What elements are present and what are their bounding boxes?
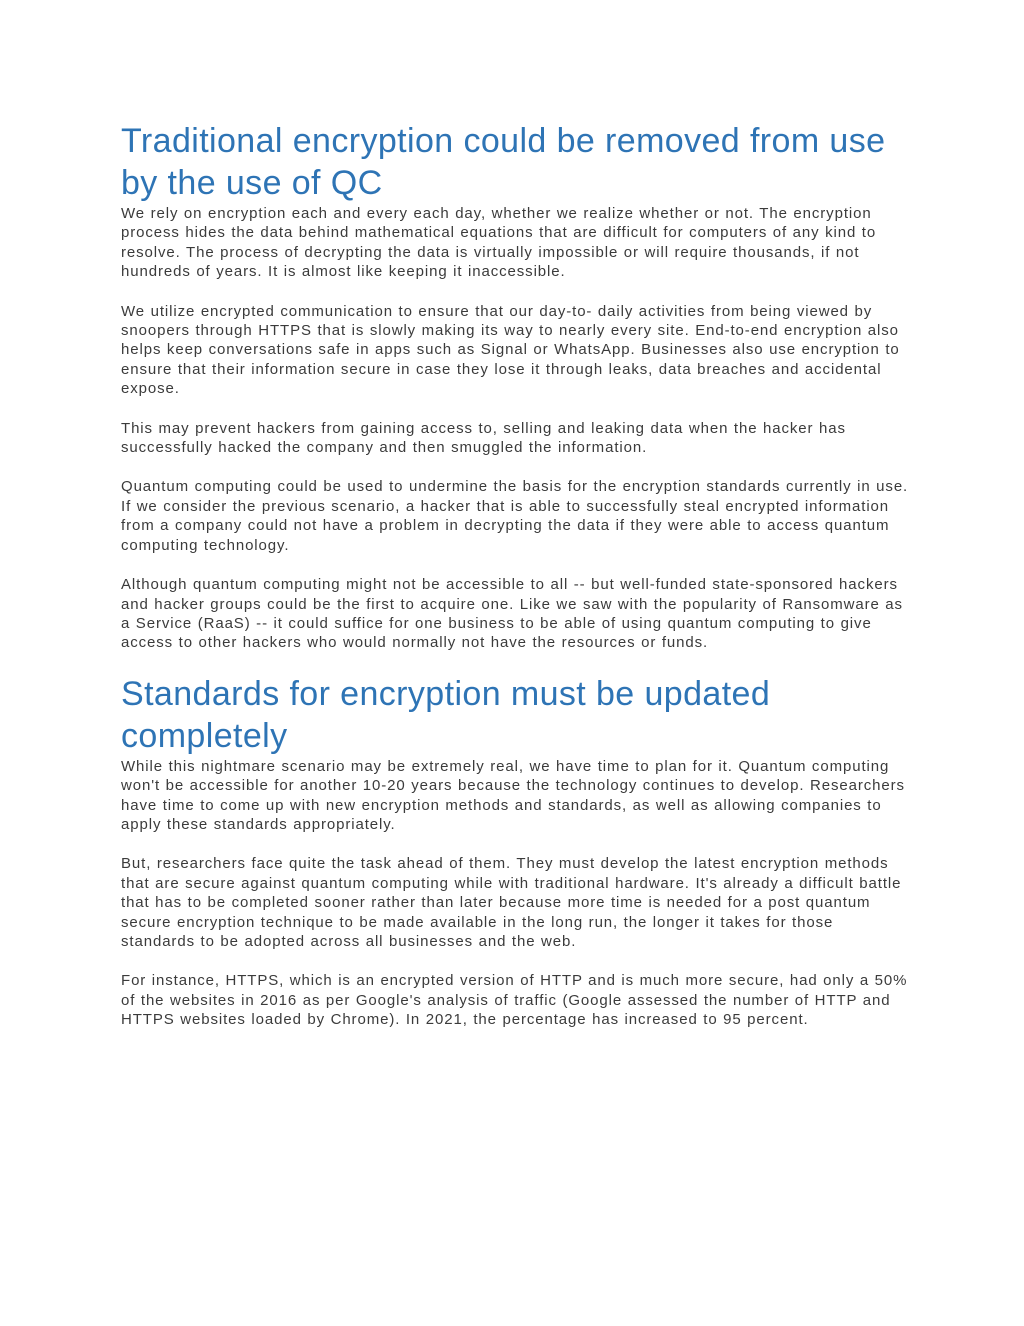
paragraph-time-to-plan: While this nightmare scenario may be extremely real, we have time to plan for it. Quantum computing won't be accessible for another 10-20 years because the technology continues to develop. Researchers have time to come up with new encryption methods and standards, as well as allowing companies to apply these standards appropriately. (121, 757, 905, 833)
document-content (121, 120, 911, 1050)
section-heading-standards-update: Standards for encryption must be updated completely (121, 674, 771, 755)
paragraph-prevent-hackers: This may prevent hackers from gaining access to, selling and leaking data when the hacker has successfully hacked the company and then smuggled the information. (121, 419, 846, 457)
paragraph-quantum-accessibility: Although quantum computing might not be accessible to all -- but well-funded state-sponsored hackers and hacker groups could be the first to acquire one. Like we saw with the popularity of Ransomware as a Service (RaaS) -- it could suffice for one business to be able of using quantum computing to give access to other hackers who would normally not have the resources or funds. (121, 576, 903, 652)
paragraph-encryption-reliance: We rely on encryption each and every each day, whether we realize whether or not. The encryption process hides the data behind mathematical equations that are difficult for computers of any kind to resolve. The process of decrypting the data is virtually impossible or will require thousands, if not hundreds of years. It is almost like keeping it inaccessible. (121, 205, 877, 281)
paragraph-researchers-task: But, researchers face quite the task ahead of them. They must develop the latest encryption methods that are secure against quantum computing while with traditional hardware. It's already a difficult battle that has to be completed sooner rather than later because more time is needed for a post quantum secure encryption technique to be made available in the long run, the longer it takes for those standards to be adopted across all businesses and the web. (121, 855, 902, 950)
paragraph-encrypted-communication: We utilize encrypted communication to ensure that our day-to- daily activities from being viewed by snoopers through HTTPS that is slowly making its way to nearly every site. End-to-end encryption also helps keep conversations safe in apps such as Signal or WhatsApp. Businesses also use encryption to ensure that their information secure in case they lose it through leaks, data breaches and accidental expose. (121, 302, 900, 398)
paragraph-quantum-undermine: Quantum computing could be used to undermine the basis for the encryption standards currently in use. If we consider the previous scenario, a hacker that is able to successfully steal encrypted information from a company could not have a problem in decrypting the data if they were able to access quantum computing technology. (121, 478, 909, 554)
paragraph-https-adoption: For instance, HTTPS, which is an encrypted version of HTTP and is much more secure, had only a 50% of the websites in 2016 as per Google's analysis of traffic (Google assessed the number of HTTP and HTTPS websites loaded by Chrome). In 2021, the percentage has increased to 95 percent. (121, 972, 908, 1029)
section-heading-traditional-encryption: Traditional encryption could be removed from use by the use of QC (121, 122, 886, 202)
